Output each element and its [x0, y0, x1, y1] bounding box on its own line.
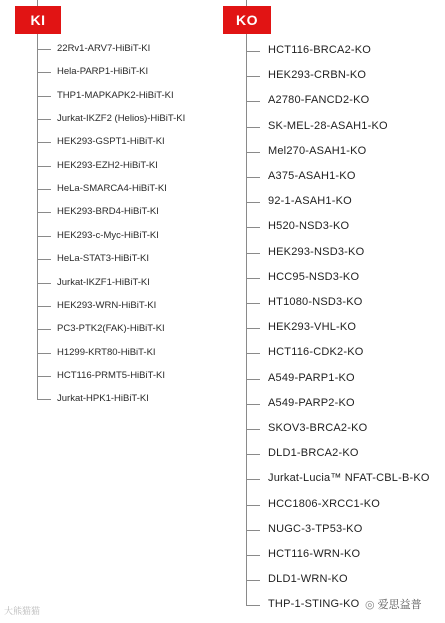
- ki-cell-line-item: HEK293-GSPT1-HiBiT-KI: [57, 136, 165, 148]
- ko-cell-line-item: HCT116-WRN-KO: [268, 548, 361, 560]
- ko-branch-line: [246, 101, 260, 102]
- ko-branch-line: [246, 454, 260, 455]
- ko-branch-line: [246, 605, 260, 606]
- ki-branch-line: [37, 259, 51, 260]
- ko-branch-line: [246, 278, 260, 279]
- ki-cell-line-item: HEK293-EZH2-HiBiT-KI: [57, 159, 158, 171]
- ko-trunk-line: [246, 34, 247, 605]
- ko-cell-line-item: A549-PARP2-KO: [268, 396, 355, 409]
- ki-branch-line: [37, 96, 51, 97]
- ko-branch-line: [246, 429, 260, 430]
- ko-branch-line: [246, 253, 260, 254]
- ki-branch-line: [37, 399, 51, 400]
- ko-branch-line: [246, 227, 260, 228]
- ko-cell-line-item: A2780-FANCD2-KO: [268, 94, 370, 107]
- ko-cell-line-item: HEK293-NSD3-KO: [268, 245, 365, 258]
- ki-cell-line-item: Jurkat-HPK1-HiBiT-KI: [57, 393, 149, 405]
- ki-branch-line: [37, 283, 51, 284]
- ki-cell-line-item: H1299-KRT80-HiBiT-KI: [57, 346, 156, 358]
- ko-cell-line-item: HT1080-NSD3-KO: [268, 296, 363, 308]
- ko-cell-line-item: HEK293-VHL-KO: [268, 321, 357, 334]
- watermark-right: [365, 596, 422, 612]
- ko-branch-line: [246, 580, 260, 581]
- ko-cell-line-item: Mel270-ASAH1-KO: [268, 144, 367, 157]
- ki-cell-line-item: THP1-MAPKAPK2-HiBiT-KI: [57, 89, 174, 101]
- ko-branch-line: [246, 76, 260, 77]
- ki-cell-line-item: HCT116-PRMT5-HiBiT-KI: [57, 369, 166, 381]
- ko-branch-line: [246, 127, 260, 128]
- ki-branch-line: [37, 353, 51, 354]
- ko-branch-line: [246, 152, 260, 153]
- ki-branch-line: [37, 166, 51, 167]
- ki-cell-line-item: HEK293-BRD4-HiBiT-KI: [57, 206, 159, 218]
- ko-cell-line-item: HCC1806-XRCC1-KO: [268, 497, 381, 510]
- wechat-icon: ◎: [365, 598, 375, 611]
- ki-branch-line: [37, 236, 51, 237]
- ko-branch-line: [246, 379, 260, 380]
- ki-cell-line-item: HeLa-STAT3-HiBiT-KI: [57, 253, 150, 265]
- ko-cell-line-item: SKOV3-BRCA2-KO: [268, 422, 368, 434]
- ki-branch-line: [37, 306, 51, 307]
- ki-branch-line: [37, 329, 51, 330]
- ko-cell-line-item: HCT116-CDK2-KO: [268, 346, 364, 359]
- ko-branch-line: [246, 505, 260, 506]
- watermark-left: 大熊猫猫: [4, 606, 41, 616]
- ko-branch-line: [246, 328, 260, 329]
- ki-cell-line-item: HEK293-WRN-HiBiT-KI: [57, 299, 157, 311]
- ko-cell-line-item: A375-ASAH1-KO: [268, 170, 356, 182]
- ko-cell-line-item: A549-PARP1-KO: [268, 371, 355, 384]
- ko-cell-line-item: THP-1-STING-KO: [268, 598, 360, 611]
- ko-branch-line: [246, 353, 260, 354]
- ki-cell-line-item: 22Rv1-ARV7-HiBiT-KI: [57, 43, 151, 54]
- ki-branch-line: [37, 376, 51, 377]
- ko-cell-line-item: DLD1-WRN-KO: [268, 573, 348, 586]
- ko-cell-line-item: H520-NSD3-KO: [268, 220, 350, 233]
- ki-trunk-line: [37, 34, 38, 399]
- ko-branch-line: [246, 530, 260, 531]
- ki-category-badge: KI: [15, 6, 61, 34]
- ko-cell-line-item: HCC95-NSD3-KO: [268, 270, 360, 283]
- ki-cell-line-item: PC3-PTK2(FAK)-HiBiT-KI: [57, 323, 165, 335]
- ko-branch-line: [246, 555, 260, 556]
- ko-cell-line-item: NUGC-3-TP53-KO: [268, 522, 363, 535]
- ko-branch-line: [246, 303, 260, 304]
- ki-cell-line-item: Jurkat-IKZF1-HiBiT-KI: [57, 276, 150, 288]
- ko-branch-line: [246, 51, 260, 52]
- ko-cell-line-item: DLD1-BRCA2-KO: [268, 447, 359, 460]
- ko-branch-line: [246, 479, 260, 480]
- ko-cell-line-item: HCT116-BRCA2-KO: [268, 44, 372, 56]
- ko-cell-line-item: 92-1-ASAH1-KO: [268, 195, 352, 208]
- ko-cell-line-item: SK-MEL-28-ASAH1-KO: [268, 119, 388, 132]
- watermark-right-text: 爱思益普: [377, 599, 422, 611]
- ki-branch-line: [37, 189, 51, 190]
- ko-branch-line: [246, 177, 260, 178]
- ko-category-badge: KO: [223, 6, 271, 34]
- ki-branch-line: [37, 142, 51, 143]
- ko-branch-line: [246, 404, 260, 405]
- ki-branch-line: [37, 119, 51, 120]
- ki-branch-line: [37, 49, 51, 50]
- ki-cell-line-item: HEK293-c-Myc-HiBiT-KI: [57, 229, 159, 241]
- ko-cell-line-item: HEK293-CRBN-KO: [268, 69, 367, 82]
- ki-branch-line: [37, 72, 51, 73]
- ki-branch-line: [37, 212, 51, 213]
- ki-cell-line-item: Hela-PARP1-HiBiT-KI: [57, 66, 149, 78]
- ko-cell-line-item: Jurkat-Lucia™ NFAT-CBL-B-KO: [268, 472, 430, 485]
- ki-cell-line-item: HeLa-SMARCA4-HiBiT-KI: [57, 183, 167, 195]
- ki-cell-line-item: Jurkat-IKZF2 (Helios)-HiBiT-KI: [57, 113, 186, 125]
- ko-branch-line: [246, 202, 260, 203]
